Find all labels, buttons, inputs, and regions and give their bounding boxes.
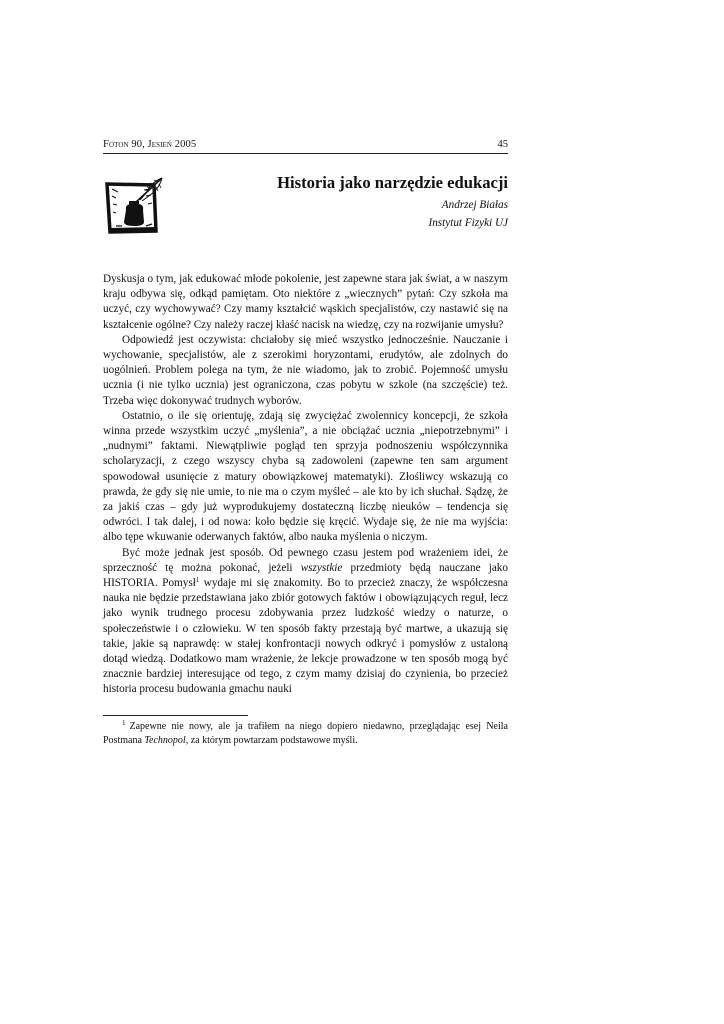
footnote-divider [103,715,248,716]
footnote-text: , za którym powtarzam podstawowe myśli. [185,734,358,746]
footnote-text: Zapewne nie nowy, ale ja trafiłem na niego dopiero niedawno, przeglądając esej Neila Postmana [103,721,508,746]
author-affiliation: Instytut Fizyki UJ [428,217,508,229]
journal-issue: Foton 90, Jesień 2005 [103,139,197,150]
running-head [103,138,508,154]
article-title: Historia jako narzędzie edukacji [277,173,508,192]
article-header [243,172,508,232]
paragraph-text: Być może jednak jest sposób. Od pewnego czasu jestem pod wrażeniem idei, że sprzeczność tę można pokonać, jeżeli [103,546,508,574]
footnote-number: 1 [122,719,126,727]
article-page [103,0,508,1024]
emphasis-text: wszystkie [300,561,343,574]
footnote-reference[interactable]: 1 [195,576,200,585]
paragraph-text: przedmioty będą nauczane jako HISTORIA. Pomysł [103,561,508,590]
author-name: Andrzej Białas [441,199,508,211]
inkwell-quill-icon [104,176,168,236]
page-number: 45 [497,139,508,150]
paragraph: Dyskusja o tym, jak edukować młode pokolenie, jest zapewne stara jak świat, a w naszym kraju odbywa się, odkąd pamiętam. Oto niektóre z „wiecznych” pytań: Czy szkoła ma uczyć, czy wychowywać? Czy mamy kształcić wąskich specjalistów, czy nastawić się na kształcenie ogólne? Czy należy raczej kłaść nacisk na wiedzę, czy na rozwijanie umysłu? [103,273,508,331]
paragraph: Ostatnio, o ile się orientuję, zdają się zwyciężać zwolennicy koncepcji, że szkoła winna przede wszystkim uczyć „myślenia”, a nie obciążać ucznia „niepotrzebnymi” i „nudnymi” faktami. Niewątpliwie pogląd ten sprzyja podnoszeniu współczynnika scholaryzacji, z czego wszyscy chyba są zadowoleni (zapewne ten sam argument spowodował usunięcie z matury obowiązkowej matematyki). Złośliwcy wskazują co prawda, że gdy się nie umie, to nie ma o czym myśleć – ale kto by ich słuchał. Sądzę, że za jakiś czas – gdy już wyprodukujemy dostateczną liczbę nieuków – tendencja się odwróci. I tak dalej, i od nowa: koło będzie się kręcić. Wydaje się, że nie ma wyjścia: albo tępe wkuwanie oderwanych faktów, albo nauka myślenia o niczym. [103,409,508,544]
paragraph: Odpowiedź jest oczywista: chciałoby się mieć wszystko jednocześnie. Nauczanie i wychowanie, specjalistów, ale z szerokimi horyzontami, erudytów, ale zdolnych do uogólnień. Problem polega na tym, że nie wiadomo, jak to zrobić. Pojemność umysłu ucznia (i nie tylko ucznia) jest ograniczona, czas pobytu w szkole (na szczęście) też. Trzeba więc dokonywać trudnych wyborów. [103,333,508,407]
footnote [103,720,508,747]
footnote-book-title: Technopol [144,734,186,746]
paragraph [103,546,508,698]
article-body [103,272,508,698]
paragraph-text: wydaje mi się znakomity. Bo to przecież znaczy, że współczesna nauka nie będzie przedstawiana jako zbiór gotowych faktów i obowiązujących reguł, lecz jako wynik trudnego procesu zdobywania przez ludzkość wiedzy o naturze, o społeczeństwie i o człowieku. W ten sposób fakty przestają być martwe, a ukazują się takie, jakie są naprawdę: w stałej konfrontacji nowych odkryć i pomysłów z ustaloną dotąd wiedzą. Dodatkowo mam wrażenie, że lekcje prowadzone w ten sposób mogą być znacznie bardziej interesujące od tego, z czym mamy dzisiaj do czynienia, bo przecież historia procesu budowania gmachu nauki [103,577,508,696]
